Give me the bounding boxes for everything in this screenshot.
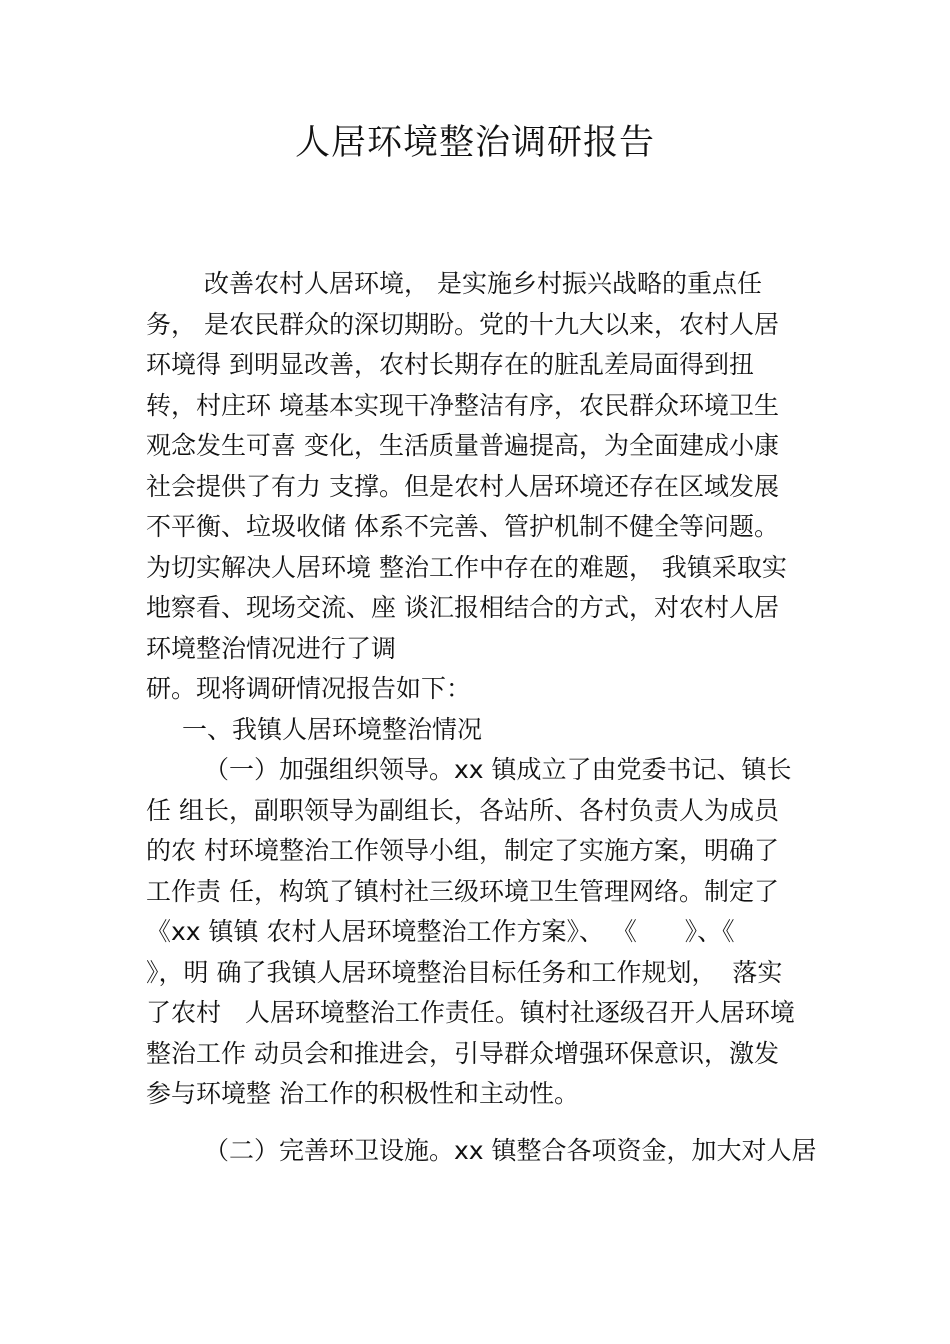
subsection-1-line-3: 的农 村环境整治工作领导小组，制定了实施方案，明确了 — [146, 836, 779, 865]
intro-line-10: 环境整治情况进行了调 — [146, 633, 397, 663]
intro-line-1: 改善农村人居环境， 是实施乡村振兴战略的重点任 — [204, 269, 762, 298]
intro-line-5: 观念发生可喜 变化，生活质量普遍提高，为全面建成小康 — [146, 431, 779, 460]
subsection-1-line-7: 了农村 人居环境整治工作责任。镇村社逐级召开人居环境 — [146, 998, 795, 1027]
document-title: 人居环境整治调研报告 — [294, 123, 655, 163]
intro-line-11: 研。现将调研情况报告如下： — [146, 674, 472, 703]
subsection-1-line-9: 参与环境整 治工作的积极性和主动性。 — [146, 1079, 579, 1108]
document-body — [146, 264, 826, 1171]
intro-line-3: 环境得 到明显改善，农村长期存在的脏乱差局面得到扭 — [146, 350, 754, 379]
intro-line-2: 务， 是农民群众的深切期盼。党的十九大以来，农村人居 — [146, 309, 779, 339]
intro-line-6: 社会提供了有力 支撑。但是农村人居环境还存在区域发展 — [146, 471, 779, 501]
intro-line-7: 不平衡、垃圾收储 体系不完善、管护机制不健全等问题。 — [146, 512, 779, 541]
subsection-1-line-1: （一）加强组织领导。xx 镇成立了由党委书记、镇长 — [204, 755, 792, 784]
intro-line-8: 为切实解决人居环境 整治工作中存在的难题， 我镇采取实 — [146, 552, 787, 582]
intro-line-9: 地察看、现场交流、座 谈汇报相结合的方式，对农村人居 — [146, 593, 779, 622]
subsection-1-line-4: 工作责 任，构筑了镇村社三级环境卫生管理网络。制定了 — [146, 876, 779, 906]
subsection-1-line-8: 整治工作 动员会和推进会，引导群众增强环保意识，激发 — [146, 1038, 779, 1068]
subsection-1-line-2: 任 组长，副职领导为副组长，各站所、各村负责人为成员 — [146, 795, 779, 825]
section-heading: 一、我镇人居环境整治情况 — [182, 714, 483, 744]
subsection-2-line-1: （二）完善环卫设施。xx 镇整合各项资金，加大对人居 — [204, 1135, 817, 1165]
intro-line-4: 转，村庄环 境基本实现干净整洁有序，农民群众环境卫生 — [146, 390, 779, 420]
subsection-1-line-6: 》，明 确了我镇人居环境整治目标任务和工作规划， 落实 — [146, 957, 783, 987]
subsection-1-line-5: 《xx 镇镇 农村人居环境整治工作方案》、 《 》、《 — [146, 917, 735, 946]
